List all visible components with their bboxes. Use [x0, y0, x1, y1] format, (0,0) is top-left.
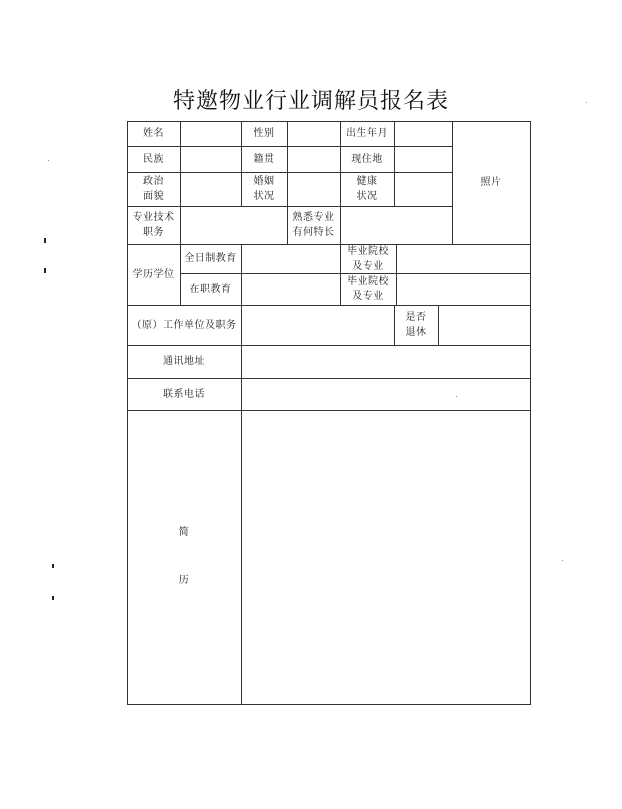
scan-dot	[562, 560, 563, 561]
label-work-unit: （原）工作单位及职务	[131, 319, 237, 331]
scan-mark	[44, 238, 46, 243]
label-specialty-line2: 有何特长	[292, 227, 335, 238]
label-school2-line2: 及专业	[352, 291, 384, 302]
label-address: 通讯地址	[163, 356, 205, 367]
label-fulltime-education: 全日制教育	[184, 253, 237, 264]
label-school2-line1: 毕业院校	[347, 276, 389, 287]
label-political-line2: 面貌	[143, 191, 164, 202]
scan-dot	[586, 102, 587, 103]
label-residence: 现住地	[351, 153, 383, 165]
label-school1-line2: 及专业	[352, 260, 384, 272]
scan-mark	[44, 268, 46, 273]
label-name: 姓名	[143, 128, 164, 139]
label-retired	[394, 305, 438, 345]
label-professional-title	[127, 206, 180, 244]
form-title: 特邀物业行业调解员报名表	[172, 89, 449, 114]
scan-dot	[456, 396, 457, 397]
label-retired-line2: 退休	[405, 327, 427, 338]
label-health-line1: 健康	[356, 176, 378, 187]
label-school1-line1: 毕业院校	[347, 245, 389, 257]
label-school-fulltime	[340, 244, 396, 273]
grid-line	[530, 121, 531, 705]
label-birth-date: 出生年月	[346, 128, 388, 139]
label-political-status	[127, 172, 180, 206]
label-resume-char1: 简	[178, 526, 190, 538]
label-education: 学历学位	[132, 269, 175, 280]
grid-line	[396, 244, 397, 305]
label-health-line2: 状况	[356, 191, 378, 202]
label-resume-char2: 历	[178, 574, 190, 586]
label-inservice-education: 在职教育	[189, 283, 232, 295]
scan-mark	[52, 596, 54, 600]
grid-line	[180, 121, 181, 244]
grid-line	[241, 305, 242, 345]
label-gender: 性别	[253, 128, 275, 139]
label-title-line1: 专业技术	[132, 212, 175, 223]
label-retired-line1: 是否	[405, 312, 427, 323]
label-school-inservice	[340, 273, 396, 305]
grid-line	[438, 305, 439, 345]
grid-line	[241, 244, 242, 305]
label-native-place: 籍贯	[253, 153, 275, 165]
label-political-line1: 政治	[143, 176, 164, 187]
scan-dot	[48, 160, 49, 161]
label-phone: 联系电话	[163, 388, 205, 400]
label-marital-line2: 状况	[253, 191, 275, 202]
grid-line	[127, 410, 530, 411]
label-health-status	[340, 172, 394, 206]
label-ethnicity: 民族	[143, 153, 164, 165]
label-marital-status	[241, 172, 287, 206]
label-marital-line1: 婚姻	[253, 176, 275, 187]
grid-line	[127, 704, 530, 705]
label-title-line2: 职务	[143, 227, 164, 238]
grid-line	[394, 121, 395, 206]
label-specialty	[287, 206, 340, 244]
grid-line	[241, 345, 242, 705]
label-specialty-line1: 熟悉专业	[292, 212, 335, 223]
photo-box: 照片	[480, 177, 502, 188]
scan-mark	[52, 564, 54, 568]
